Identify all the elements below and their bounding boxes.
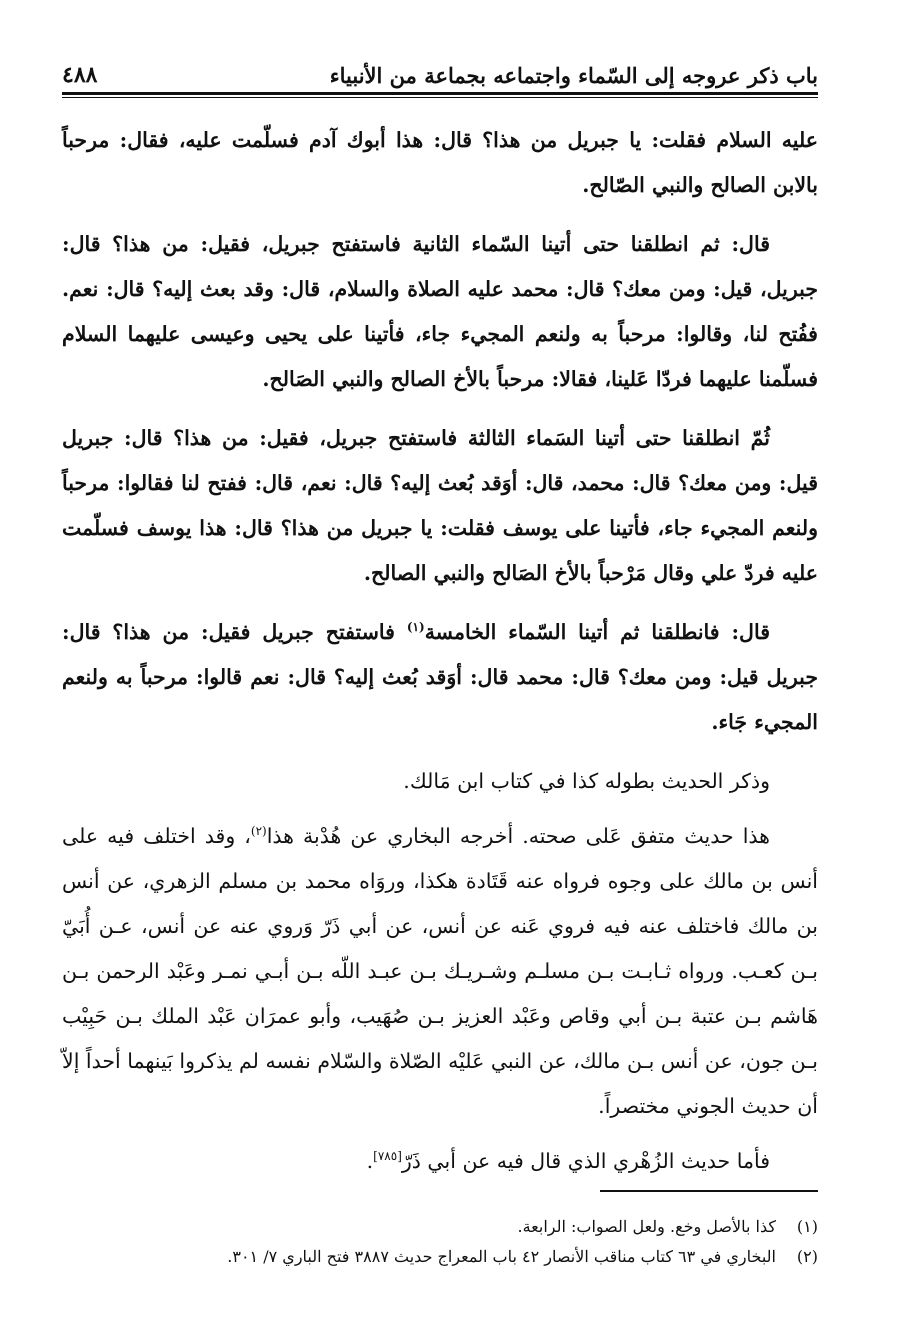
page-header: [62, 58, 818, 92]
paragraph-text: ، وقد اختلف فيه على أنس بن مالك على وجوه فرواه عنه قَتَادة هكذا، وروَاه محمد بن مسلم الزهري، عن أنس بن مالك فاختلف عنه فيه فروي عَنه عن أنس، عن أبي ذَرّ وَروي عنه عن أنس، عـن أُبَيّ بـن كعـب. ورواه ثـابـت بـن مسلـم وشـريـك بـن عبـد اللّه بـن أبـي نمـر وعَبْد الرحمن بـن هَاشم بـن عتبة بـن أبي وقاص وعَبْد العزيز بـن صُهَيب، وأبو عمرَان عَبْد الملك بـن حَبِيْب بـن جون، عن أنس بـن مالك، عن النبي عَليْه الصّلاة والسّلام نفسه لم يذكروا بَينهما أحداً إلاّ أن حديث الجوني مختصراً.: [62, 824, 818, 1118]
footnote-ref-1: (١): [406, 620, 425, 635]
paragraph-text: وذكر الحديث بطوله كذا في كتاب ابن مَالك.: [403, 769, 770, 793]
paragraph-text: قال: ثم انطلقنا حتى أتينا السّماء الثانية فاستفتح جبريل، فقيل: من هذا؟ قال: جبريل، قيل: ومن معك؟ قال: محمد عليه الصلاة والسلام، قال: وقد بعث إليه؟ قال: نعم. ففُتح لنا، وقالوا: مرحباً به ولنعم المجيء جاء، فأتينا على يحيى وعيسى عليهما السلام فسلّمنا عليهما فردّا عَلينا، فقالا: مرحباً بالأخ الصالح والنبي الصَالح.: [62, 232, 818, 391]
paragraph-text: .: [366, 1149, 374, 1173]
footnote-number: (٢): [796, 1247, 818, 1266]
footnote-number: (١): [796, 1217, 818, 1236]
footnote-rule: [600, 1190, 818, 1192]
footnote-ref-2: (٢): [250, 824, 267, 839]
paragraph-3: [62, 416, 818, 596]
paragraph-text: قال: فانطلقنا ثم أتينا السّماء الخامسة: [424, 620, 770, 644]
page-number: ٤٨٨: [62, 62, 98, 88]
paragraph-text: هذا حديث متفق عَلى صحته. أخرجه البخاري عن هُدْبة هذا: [266, 824, 770, 848]
footnote-text: كذا بالأصل وخع. ولعل الصواب: الرابعة.: [517, 1217, 776, 1236]
hadith-number-ref: [٧٨٥]: [373, 1149, 402, 1164]
footnote-text: البخاري في ٦٣ كتاب مناقب الأنصار ٤٢ باب المعراج حديث ٣٨٨٧ فتح الباري ٧/ ٣٠١.: [227, 1247, 776, 1266]
paragraph-text: فاستفتح جبريل فقيل: من هذا؟ قال: جبريل قيل: ومن معك؟ قال: محمد قال: أوَقد بُعث إليه؟ قال: نعم قالوا: مرحباً به ولنعم المجيء جَاء.: [62, 620, 818, 734]
footnote-1: [62, 1212, 818, 1242]
paragraph-4: [62, 610, 818, 745]
header-rule: [62, 92, 818, 95]
paragraph-5: [62, 759, 818, 804]
header-rule-thin: [62, 97, 818, 98]
footnote-2: [62, 1242, 818, 1272]
paragraph-6: [62, 814, 818, 1129]
running-title: باب ذكر عروجه إلى السّماء واجتماعه بجماعة من الأنبياء: [329, 63, 818, 88]
paragraph-text: ثُمّ انطلقنا حتى أتينا السَماء الثالثة فاستفتح جبريل، فقيل: من هذا؟ قال: جبريل قيل: ومن معك؟ قال: محمد، قال: أوَقد بُعث إليه؟ قال: نعم، قال: ففتح لنا فقالوا: مرحباً ولنعم المجيء جاء، فأتينا على يوسف فقلت: يا جبريل من هذا؟ قال: هذا يوسف فسلّمت عليه فردّ علي وقال مَرْحباً بالأخ الصَالح والنبي الصالح.: [62, 426, 818, 585]
main-text: [62, 118, 818, 1198]
paragraph-7: [62, 1139, 818, 1184]
paragraph-2: [62, 222, 818, 402]
paragraph-text: فأما حديث الزُهْري الذي قال فيه عن أبي ذَرّ: [401, 1149, 770, 1173]
footnotes: [62, 1212, 818, 1272]
paragraph-1: [62, 118, 818, 208]
paragraph-text: عليه السلام فقلت: يا جبريل من هذا؟ قال: هذا أبوك آدم فسلّمت عليه، فقال: مرحباً بالابن الصالح والنبي الصّالح.: [62, 128, 818, 197]
